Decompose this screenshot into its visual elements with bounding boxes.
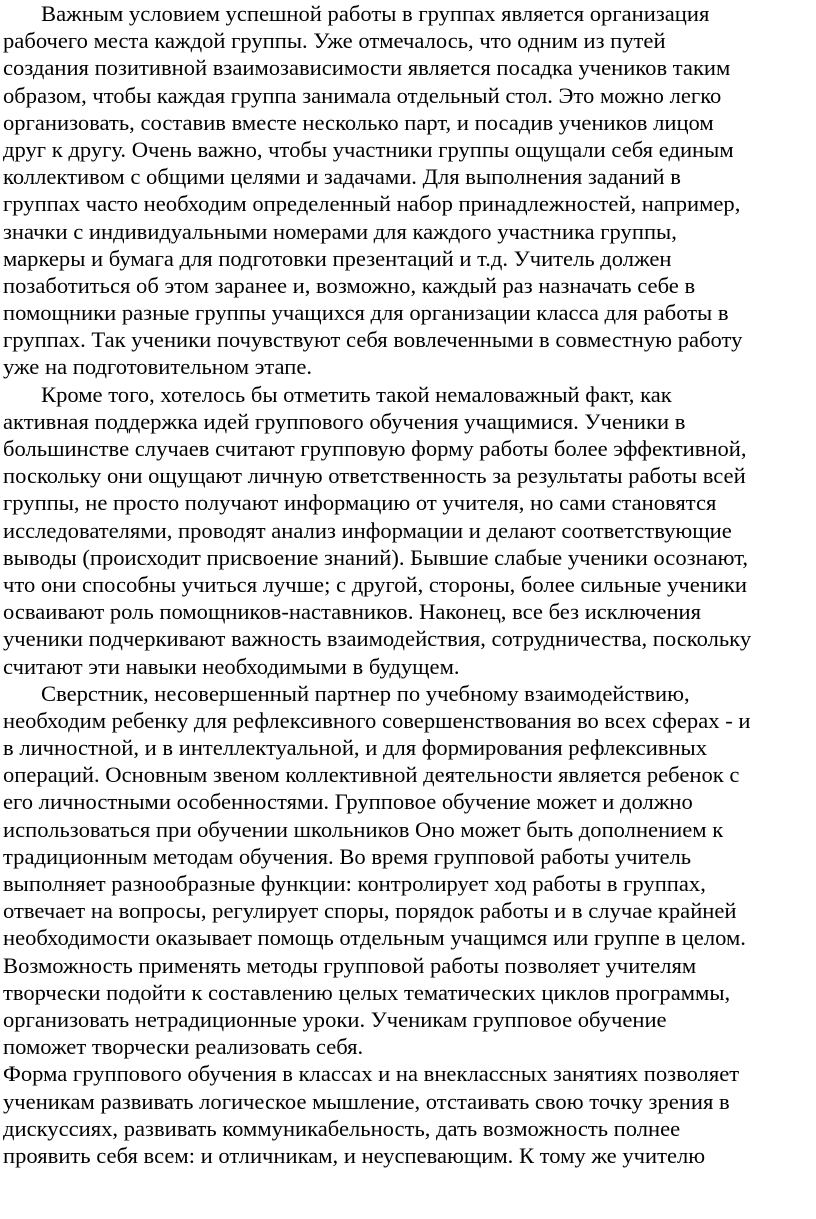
paragraph-line: большинстве случаев считают групповую форму работы более эффективной, bbox=[3, 436, 747, 461]
paragraph-line: маркеры и бумага для подготовки презентаций и т.д. Учитель должен bbox=[3, 245, 672, 271]
paragraph-line: его личностными особенностями. Групповое обучение может и должно bbox=[3, 789, 693, 815]
paragraph-line: ученикам развивать логическое мышление, отстаивать свою точку зрения в bbox=[3, 1088, 730, 1114]
paragraph-line: считают эти навыки необходимыми в будущем. bbox=[3, 653, 460, 679]
paragraph-line: коллективом с общими целями и задачами. Для выполнения заданий в bbox=[3, 164, 681, 190]
paragraph-line: группы, не просто получают информацию от учителя, но сами становятся bbox=[3, 490, 717, 516]
paragraph-line: Форма группового обучения в классах и на внеклассных занятиях позволяет bbox=[3, 1061, 740, 1087]
paragraph-line: выводы (происходит присвоение знаний). Бывшие слабые ученики осознают, bbox=[3, 544, 749, 570]
paragraph-line: помощники разные группы учащихся для организации класса для работы в bbox=[3, 300, 729, 326]
paragraph bbox=[3, 0, 813, 381]
paragraph-line: в личностной, и в интеллектуальной, и для формирования рефлексивных bbox=[3, 735, 708, 761]
paragraph-line: позаботиться об этом заранее и, возможно, каждый раз назначать себе в bbox=[3, 272, 696, 298]
paragraph-line: творчески подойти к составлению целых тематических циклов программы, bbox=[3, 979, 731, 1005]
paragraph-line: активная поддержка идей группового обучения учащимися. Ученики в bbox=[3, 408, 686, 434]
paragraph-line: выполняет разнообразные функции: контролирует ход работы в группах, bbox=[3, 871, 706, 896]
paragraph-line: образом, чтобы каждая группа занимала отдельный стол. Это можно легко bbox=[3, 82, 722, 108]
paragraph-line: операций. Основным звеном коллективной деятельности является ребенок с bbox=[3, 762, 740, 788]
paragraph-line: значки с индивидуальными номерами для каждого участника группы, bbox=[3, 218, 677, 244]
paragraph-line: необходим ребенку для рефлексивного совершенствования во всех сферах - и bbox=[3, 707, 751, 733]
paragraph-line: отвечает на вопросы, регулирует споры, порядок работы и в случае крайней bbox=[3, 898, 737, 924]
paragraph-line: группах. Так ученики почувствуют себя вовлеченными в совместную работу bbox=[3, 327, 743, 353]
paragraph-line: что они способны учиться лучше; с другой, стороны, более сильные ученики bbox=[3, 571, 747, 597]
paragraph-line: традиционным методам обучения. Во время групповой работы учитель bbox=[3, 843, 692, 869]
paragraph bbox=[3, 680, 813, 1061]
paragraph-line: ученики подчеркивают важность взаимодействия, сотрудничества, поскольку bbox=[3, 626, 752, 652]
paragraph-line: Кроме того, хотелось бы отметить такой немаловажный факт, как bbox=[41, 381, 672, 407]
paragraph bbox=[3, 1060, 813, 1169]
paragraph-line: уже на подготовительном этапе. bbox=[3, 354, 313, 380]
paragraph-line: Возможность применять методы групповой работы позволяет учителям bbox=[3, 952, 697, 978]
paragraph-line: организовать нетрадиционные уроки. Ученикам групповое обучение bbox=[3, 1006, 667, 1032]
paragraph-line: организовать, составив вместе несколько парт, и посадив учеников лицом bbox=[3, 109, 714, 135]
paragraph-line: группах часто необходим определенный набор принадлежностей, например, bbox=[3, 191, 741, 217]
paragraph bbox=[3, 381, 813, 680]
paragraph-line: поскольку они ощущают личную ответственность за результаты работы всей bbox=[3, 463, 746, 489]
paragraph-line: создания позитивной взаимозависимости является посадка учеников таким bbox=[3, 55, 731, 81]
paragraph-line: исследователями, проводят анализ информации и делают соответствующие bbox=[3, 517, 732, 543]
paragraph-line: использоваться при обучении школьников Оно может быть дополнением к bbox=[3, 816, 724, 842]
paragraph-line: необходимости оказывает помощь отдельным учащимся или группе в целом. bbox=[3, 925, 746, 951]
paragraph-line: Сверстник, несовершенный партнер по учебному взаимодействию, bbox=[41, 680, 690, 706]
paragraph-line: поможет творчески реализовать себя. bbox=[3, 1034, 364, 1060]
paragraph-line: друг к другу. Очень важно, чтобы участники группы ощущали себя единым bbox=[3, 136, 734, 162]
paragraph-line: рабочего места каждой группы. Уже отмечалось, что одним из путей bbox=[3, 28, 666, 54]
document-body bbox=[3, 0, 813, 1169]
paragraph-line: проявить себя всем: и отличникам, и неуспевающим. К тому же учителю bbox=[3, 1142, 706, 1168]
paragraph-line: осваивают роль помощников-наставников. Наконец, все без исключения bbox=[3, 599, 702, 625]
paragraph-line: Важным условием успешной работы в группах является организация bbox=[41, 1, 710, 26]
paragraph-line: дискуссиях, развивать коммуникабельность, дать возможность полнее bbox=[3, 1115, 681, 1141]
